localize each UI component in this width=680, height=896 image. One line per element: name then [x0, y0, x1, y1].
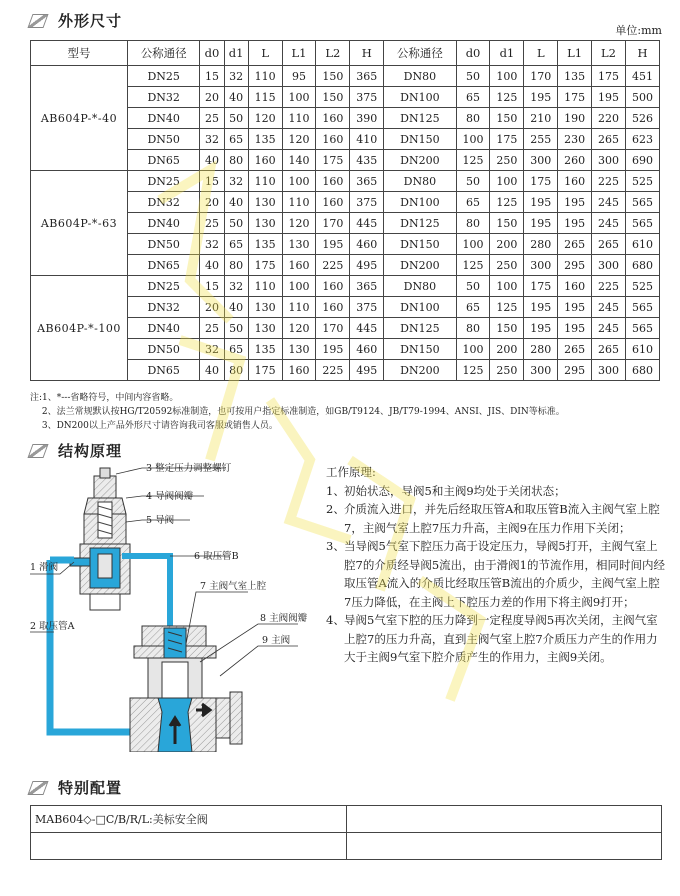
table-cell: 195 [558, 192, 592, 213]
table-header-row [31, 41, 660, 66]
principle-item: 4、 导阀5气室下腔的压力降到一定程度导阀5再次关闭，主阀气室上腔7的压力升高，直到主阀气室上腔7介质压力产生的作用力大于主阀9气室下腔介质产生的作用力，主阀9关闭。 [326, 613, 658, 664]
table-cell: 526 [625, 108, 659, 129]
table-cell: 50 [224, 213, 248, 234]
table-cell: 125 [456, 150, 490, 171]
table-cell: 32 [224, 171, 248, 192]
table-cell: DN80 [384, 276, 456, 297]
model-cell: AB604P-*-63 [31, 171, 128, 276]
table-cell: 135 [248, 339, 282, 360]
table-cell: 130 [282, 234, 316, 255]
table-cell: 160 [282, 255, 316, 276]
table-cell: 65 [456, 192, 490, 213]
table-cell: 375 [350, 192, 384, 213]
table-cell: DN32 [128, 192, 200, 213]
table-cell: 50 [456, 276, 490, 297]
table-cell: DN125 [384, 318, 456, 339]
table-cell: 170 [316, 318, 350, 339]
table-cell: 125 [490, 87, 524, 108]
table-cell: 445 [350, 213, 384, 234]
table-cell: DN150 [384, 234, 456, 255]
table-cell: 130 [248, 297, 282, 318]
table-cell: DN80 [384, 66, 456, 87]
table-cell: 445 [350, 318, 384, 339]
table-cell: 375 [350, 297, 384, 318]
table-cell: 245 [592, 297, 626, 318]
table-cell: 525 [625, 171, 659, 192]
table-cell: 50 [456, 66, 490, 87]
table-cell: 680 [625, 255, 659, 276]
table-cell: 150 [316, 66, 350, 87]
table-cell: 280 [524, 234, 558, 255]
table-cell: 65 [224, 234, 248, 255]
table-cell: 40 [200, 360, 224, 381]
table-cell: DN50 [128, 339, 200, 360]
table-cell: 435 [350, 150, 384, 171]
table-cell: 265 [592, 129, 626, 150]
table-cell: 32 [224, 66, 248, 87]
table-cell: 255 [524, 129, 558, 150]
table-cell: 160 [316, 108, 350, 129]
table-cell: 565 [625, 192, 659, 213]
table-cell: 32 [224, 276, 248, 297]
note-3: 3、DN200以上产品外形尺寸请咨询我司客服或销售人员。 [30, 421, 278, 431]
table-cell: 80 [456, 318, 490, 339]
table-cell: DN100 [384, 192, 456, 213]
table-cell: 65 [224, 339, 248, 360]
table-cell: 32 [200, 129, 224, 150]
section-header-dimensions [30, 10, 122, 31]
table-cell: 160 [316, 171, 350, 192]
column-header: d0 [200, 41, 224, 66]
table-cell: 130 [248, 318, 282, 339]
table-cell: DN150 [384, 129, 456, 150]
valve-structure-diagram [30, 462, 326, 752]
main-chamber-medium [164, 628, 186, 658]
table-cell: 80 [456, 108, 490, 129]
table-cell: 140 [282, 150, 316, 171]
table-cell: 195 [316, 339, 350, 360]
table-cell: 20 [200, 297, 224, 318]
column-header: d0 [456, 41, 490, 66]
section-marker-icon [27, 14, 48, 28]
table-cell: 195 [592, 87, 626, 108]
table-cell: DN100 [384, 297, 456, 318]
column-header: 公称通径 [384, 41, 456, 66]
table-cell: 100 [456, 234, 490, 255]
table-cell: 65 [224, 129, 248, 150]
table-cell: 265 [592, 234, 626, 255]
table-cell: 100 [282, 276, 316, 297]
table-cell: DN32 [128, 297, 200, 318]
table-cell: 100 [490, 66, 524, 87]
table-cell: 160 [316, 276, 350, 297]
table-cell: 50 [456, 171, 490, 192]
principle-item: 1、 初始状态，导阀5和主阀9均处于关闭状态； [326, 483, 566, 498]
table-cell: 95 [282, 66, 316, 87]
table-cell: 300 [524, 255, 558, 276]
model-cell: AB604P-*-40 [31, 66, 128, 171]
table-cell: 225 [592, 171, 626, 192]
label-pilot-valve: 5 导阀 [146, 515, 175, 526]
table-cell: 195 [316, 234, 350, 255]
table-cell: 565 [625, 297, 659, 318]
table-cell: 40 [224, 192, 248, 213]
table-cell: 175 [248, 255, 282, 276]
table-cell: DN50 [128, 234, 200, 255]
table-cell: 150 [490, 108, 524, 129]
table-cell: 195 [524, 318, 558, 339]
table-cell: 250 [490, 360, 524, 381]
table-cell: 125 [490, 192, 524, 213]
table-cell: 175 [524, 276, 558, 297]
table-cell: 390 [350, 108, 384, 129]
table-cell: 160 [558, 171, 592, 192]
table-cell: DN200 [384, 150, 456, 171]
table-cell: 220 [592, 108, 626, 129]
table-cell: 120 [282, 129, 316, 150]
label-pipe-a: 2 取压管A [30, 621, 75, 632]
table-cell: DN65 [128, 150, 200, 171]
table-cell: 280 [524, 339, 558, 360]
table-cell: DN25 [128, 66, 200, 87]
section-header-structure [30, 440, 122, 461]
column-header: H [350, 41, 384, 66]
working-principle-title: 工作原理: [326, 465, 376, 479]
table-cell: 250 [490, 255, 524, 276]
table-cell: DN125 [384, 108, 456, 129]
table-cell: 40 [224, 87, 248, 108]
table-cell: 460 [350, 339, 384, 360]
table-cell: DN32 [128, 87, 200, 108]
table-cell: 265 [592, 339, 626, 360]
model-cell: AB604P-*-100 [31, 276, 128, 381]
column-header: d1 [224, 41, 248, 66]
table-cell: 250 [490, 150, 524, 171]
table-cell: 80 [224, 360, 248, 381]
pilot-disc [98, 554, 112, 578]
label-pilot-disc: 4 导阀阀瓣 [146, 491, 194, 502]
table-cell: 195 [524, 297, 558, 318]
table-cell: 15 [200, 171, 224, 192]
column-header: L [524, 41, 558, 66]
table-cell: 225 [316, 360, 350, 381]
table-cell: 110 [248, 66, 282, 87]
table-cell: 120 [282, 318, 316, 339]
table-cell: 175 [524, 171, 558, 192]
table-cell: 65 [456, 297, 490, 318]
table-cell: 25 [200, 318, 224, 339]
config-cell: MAB604◇-□C/B/R/L:美标安全阀 [31, 806, 347, 833]
table-cell: 365 [350, 276, 384, 297]
table-cell: DN65 [128, 255, 200, 276]
table-cell: 365 [350, 171, 384, 192]
adjust-screw [100, 468, 110, 478]
table-cell: 65 [456, 87, 490, 108]
note-1: 注:1、*---省略符号，中间内容省略。 [30, 393, 179, 403]
table-cell: 245 [592, 213, 626, 234]
table-cell: 130 [248, 213, 282, 234]
table-cell: 300 [592, 360, 626, 381]
dimension-table [30, 40, 660, 381]
table-cell: 495 [350, 360, 384, 381]
table-cell: 32 [200, 339, 224, 360]
label-main-valve: 9 主阀 [262, 635, 291, 646]
table-cell: DN40 [128, 108, 200, 129]
table-cell: 80 [224, 255, 248, 276]
notes [30, 391, 565, 433]
label-upper-chamber: 7 主阀气室上腔 [200, 581, 267, 592]
column-header: 公称通径 [128, 41, 200, 66]
table-cell: DN25 [128, 276, 200, 297]
table-cell: 265 [558, 234, 592, 255]
table-cell: 175 [490, 129, 524, 150]
table-cell: 195 [524, 213, 558, 234]
table-cell: 170 [316, 213, 350, 234]
table-cell: 610 [625, 234, 659, 255]
table-cell: 150 [316, 87, 350, 108]
table-cell: DN80 [384, 171, 456, 192]
table-row [31, 171, 660, 192]
table-cell: 135 [248, 234, 282, 255]
config-cell [346, 833, 662, 860]
table-cell: 100 [456, 129, 490, 150]
table-cell: 300 [524, 360, 558, 381]
table-row [31, 806, 662, 833]
table-cell: 32 [200, 234, 224, 255]
section-title: 特别配置 [58, 779, 123, 797]
table-cell: 300 [524, 150, 558, 171]
table-cell: 110 [248, 276, 282, 297]
table-cell: 175 [316, 150, 350, 171]
table-cell: 15 [200, 276, 224, 297]
table-cell: 125 [490, 297, 524, 318]
table-cell: 210 [524, 108, 558, 129]
section-title: 结构原理 [58, 442, 123, 460]
note-2: 2、法兰常规默认按HG/T20592标准制造，也可按用户指定标准制造，如GB/T9124、JB/T79-1994、ANSI、JIS、DIN等标准。 [30, 407, 565, 417]
table-cell: 40 [200, 255, 224, 276]
table-cell: 100 [456, 339, 490, 360]
table-cell: 200 [490, 234, 524, 255]
principle-item: 2、 介质流入进口，并先后经取压管A和取压管B流入主阀气室上腔7，主阀气室上腔7压力升高，主阀9在压力作用下关闭； [326, 502, 660, 535]
table-cell: 130 [282, 339, 316, 360]
table-cell: 230 [558, 129, 592, 150]
table-cell: 25 [200, 108, 224, 129]
table-cell: 115 [248, 87, 282, 108]
column-header: L2 [592, 41, 626, 66]
working-principle [326, 463, 666, 667]
table-cell: 300 [592, 150, 626, 171]
unit-label: 单位:mm [615, 24, 662, 37]
table-cell: DN200 [384, 360, 456, 381]
table-cell: 160 [316, 192, 350, 213]
column-header: H [625, 41, 659, 66]
table-cell: DN40 [128, 213, 200, 234]
table-cell: 195 [558, 213, 592, 234]
table-cell: 135 [558, 66, 592, 87]
table-cell: 225 [592, 276, 626, 297]
table-cell: 160 [282, 360, 316, 381]
table-cell: 610 [625, 339, 659, 360]
table-cell: 460 [350, 234, 384, 255]
table-cell: 120 [248, 108, 282, 129]
table-cell: 160 [248, 150, 282, 171]
table-cell: 100 [282, 171, 316, 192]
table-cell: 160 [316, 297, 350, 318]
label-slide-valve: 1 滑阀 [30, 562, 59, 573]
pilot-spring-chamber [98, 502, 112, 538]
config-cell [31, 833, 347, 860]
table-cell: 130 [248, 192, 282, 213]
section-header-special-config [30, 777, 122, 798]
table-cell: 190 [558, 108, 592, 129]
table-cell: 195 [524, 192, 558, 213]
column-header: L2 [316, 41, 350, 66]
section-title: 外形尺寸 [58, 12, 123, 30]
table-cell: DN150 [384, 339, 456, 360]
label-pipe-b: 6 取压管B [194, 551, 239, 562]
table-cell: 265 [558, 339, 592, 360]
table-cell: 245 [592, 318, 626, 339]
label-adjust-screw: 3 整定压力调整螺钉 [146, 463, 232, 474]
table-cell: 100 [490, 171, 524, 192]
table-cell: 80 [456, 213, 490, 234]
table-cell: 195 [558, 318, 592, 339]
outlet-flange [216, 698, 230, 738]
main-piston [162, 662, 188, 698]
column-header: 型号 [31, 41, 128, 66]
table-cell: 160 [316, 129, 350, 150]
table-cell: 110 [282, 192, 316, 213]
table-cell: 100 [490, 276, 524, 297]
table-cell: 25 [200, 213, 224, 234]
table-cell: 690 [625, 150, 659, 171]
table-row [31, 276, 660, 297]
table-cell: 295 [558, 360, 592, 381]
table-cell: DN40 [128, 318, 200, 339]
table-cell: 175 [248, 360, 282, 381]
table-cell: 120 [282, 213, 316, 234]
column-header: L1 [558, 41, 592, 66]
adjust-screw-cap [94, 476, 116, 498]
table-cell: 451 [625, 66, 659, 87]
table-cell: 225 [316, 255, 350, 276]
table-cell: 525 [625, 276, 659, 297]
table-cell: 200 [490, 339, 524, 360]
table-cell: 245 [592, 192, 626, 213]
table-cell: 80 [224, 150, 248, 171]
table-cell: 410 [350, 129, 384, 150]
table-cell: DN125 [384, 213, 456, 234]
table-cell: 623 [625, 129, 659, 150]
table-cell: 175 [592, 66, 626, 87]
table-cell: 170 [524, 66, 558, 87]
table-cell: 500 [625, 87, 659, 108]
table-cell: DN25 [128, 171, 200, 192]
table-cell: 495 [350, 255, 384, 276]
table-cell: DN200 [384, 255, 456, 276]
table-row [31, 833, 662, 860]
table-cell: DN50 [128, 129, 200, 150]
column-header: L1 [282, 41, 316, 66]
table-cell: 40 [200, 150, 224, 171]
table-cell: 150 [490, 318, 524, 339]
table-cell: 125 [456, 360, 490, 381]
table-cell: 15 [200, 66, 224, 87]
table-cell: 175 [558, 87, 592, 108]
table-cell: 565 [625, 318, 659, 339]
label-main-disc: 8 主阀阀瓣 [260, 613, 308, 624]
table-cell: 100 [282, 87, 316, 108]
table-cell: 300 [592, 255, 626, 276]
principle-item: 3、 当导阀5气室下腔压力高于设定压力，导阀5打开，主阀气室上腔7的介质经导阀5流出，由于滑阀1的节流作用，相同时间内经取压管A流入的介质比经取压管B流出的介质少，主阀气室上腔7压力降低，在主阀上下腔压力差的作用下将主阀9打开； [326, 539, 665, 609]
table-cell: DN65 [128, 360, 200, 381]
table-cell: 150 [490, 213, 524, 234]
table-cell: 260 [558, 150, 592, 171]
table-cell: 295 [558, 255, 592, 276]
table-cell: 110 [248, 171, 282, 192]
table-cell: 375 [350, 87, 384, 108]
table-cell: 20 [200, 87, 224, 108]
table-cell: 40 [224, 297, 248, 318]
table-cell: 160 [558, 276, 592, 297]
table-cell: 110 [282, 297, 316, 318]
column-header: L [248, 41, 282, 66]
table-cell: 110 [282, 108, 316, 129]
table-cell: 50 [224, 108, 248, 129]
table-cell: 50 [224, 318, 248, 339]
table-cell: 565 [625, 213, 659, 234]
section-marker-icon [27, 781, 48, 795]
table-cell: 195 [558, 297, 592, 318]
special-config-table [30, 805, 662, 860]
column-header: d1 [490, 41, 524, 66]
table-cell: DN100 [384, 87, 456, 108]
config-cell [346, 806, 662, 833]
table-cell: 195 [524, 87, 558, 108]
table-cell: 365 [350, 66, 384, 87]
table-row [31, 66, 660, 87]
table-cell: 20 [200, 192, 224, 213]
table-cell: 680 [625, 360, 659, 381]
table-cell: 135 [248, 129, 282, 150]
section-marker-icon [27, 444, 48, 458]
table-cell: 125 [456, 255, 490, 276]
